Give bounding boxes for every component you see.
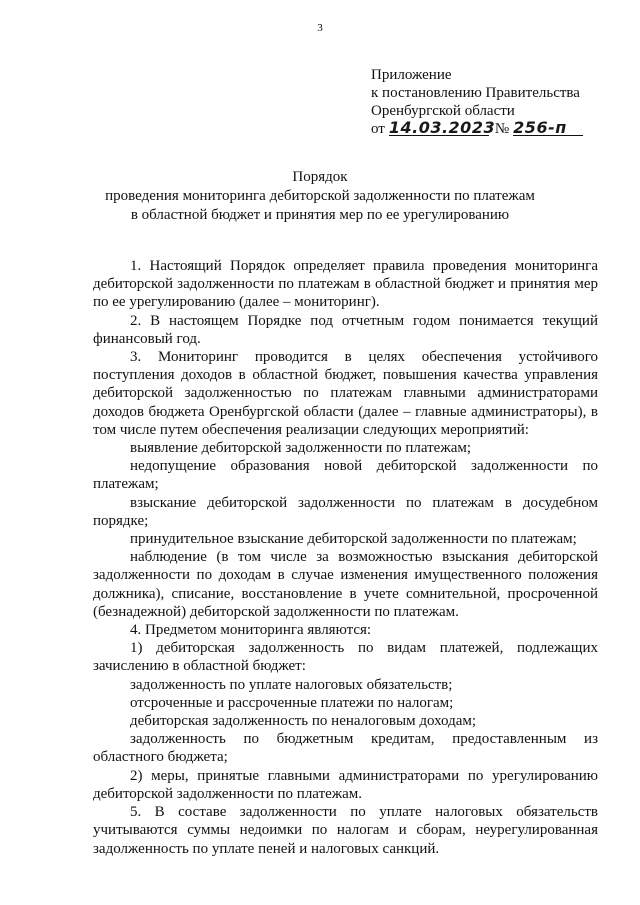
document-heading: Порядок xyxy=(292,169,348,185)
list-item: взыскание дебиторской задолженности по платежам в досудебном порядке; xyxy=(93,494,598,529)
list-item: выявление дебиторской задолженности по платежам; xyxy=(130,440,472,457)
list-item: недопущение образования новой дебиторской задолженности по платежам; xyxy=(93,458,598,493)
paragraph-3: 3. Мониторинг проводится в целях обеспечения устойчивого поступления доходов в областной бюджет, повышения качества управления дебиторской задолженностью по платежам главными администраторами доходов бюджета Оренбургской области (далее – главные администраторы), в том числе путем обеспечения реализации следующих мероприятий: xyxy=(93,349,598,438)
list-item: дебиторская задолженность по неналоговым доходам; xyxy=(130,713,477,730)
appendix-title: Приложение xyxy=(371,67,452,83)
list-item: задолженность по бюджетным кредитам, предоставленным из областного бюджета; xyxy=(93,731,598,766)
paragraph-5: 5. В составе задолженности по уплате налоговых обязательств учитываются суммы недоимки по налогам и сборам, неурегулированная задолженность по уплате пеней и налоговых санкций. xyxy=(93,804,598,857)
appendix-block xyxy=(371,66,583,138)
paragraph-1: 1. Настоящий Порядок определяет правила проведения мониторинга дебиторской задолженности по платежам в областной бюджет и принятия мер по ее урегулированию (далее – мониторинг). xyxy=(93,258,598,311)
appendix-date-line xyxy=(371,120,583,138)
document-subtitle-line-1: проведения мониторинга дебиторской задолженности по платежам xyxy=(105,188,535,204)
page-number: 3 xyxy=(317,22,323,34)
number-label: № xyxy=(494,121,510,137)
list-item: 2) меры, принятые главными администраторами по урегулированию дебиторской задолженности по платежам. xyxy=(93,767,598,802)
list-item: задолженность по уплате налоговых обязательств; xyxy=(130,676,453,693)
list-item: принудительное взыскание дебиторской задолженности по платежам; xyxy=(130,531,577,548)
handwritten-date: 14.03.2023 xyxy=(388,118,496,137)
document-body xyxy=(93,257,598,858)
list-item: наблюдение (в том числе за возможностью взыскания дебиторской задолженности по доходам в случае изменения имущественного положения должника), списание, восстановление в учете сомнительной, просроченной (безнадежной) дебиторской задолженности по платежам. xyxy=(93,549,598,620)
from-label: от xyxy=(371,121,385,137)
appendix-resolution-line: к постановлению Правительства xyxy=(371,85,580,101)
paragraph-4: 4. Предметом мониторинга являются: xyxy=(130,622,372,639)
document-subtitle-line-2: в областной бюджет и принятия мер по ее урегулированию xyxy=(130,207,510,223)
list-item: 1) дебиторская задолженность по видам платежей, подлежащих зачислению в областной бюджет: xyxy=(93,640,598,675)
appendix-region-line: Оренбургской области xyxy=(371,103,515,119)
document-title-block xyxy=(0,168,640,225)
handwritten-number: 256-п xyxy=(513,120,583,136)
paragraph-2: 2. В настоящем Порядке под отчетным годом понимается текущий финансовый год. xyxy=(93,312,598,347)
list-item: отсроченные и рассроченные платежи по налогам; xyxy=(130,694,454,711)
